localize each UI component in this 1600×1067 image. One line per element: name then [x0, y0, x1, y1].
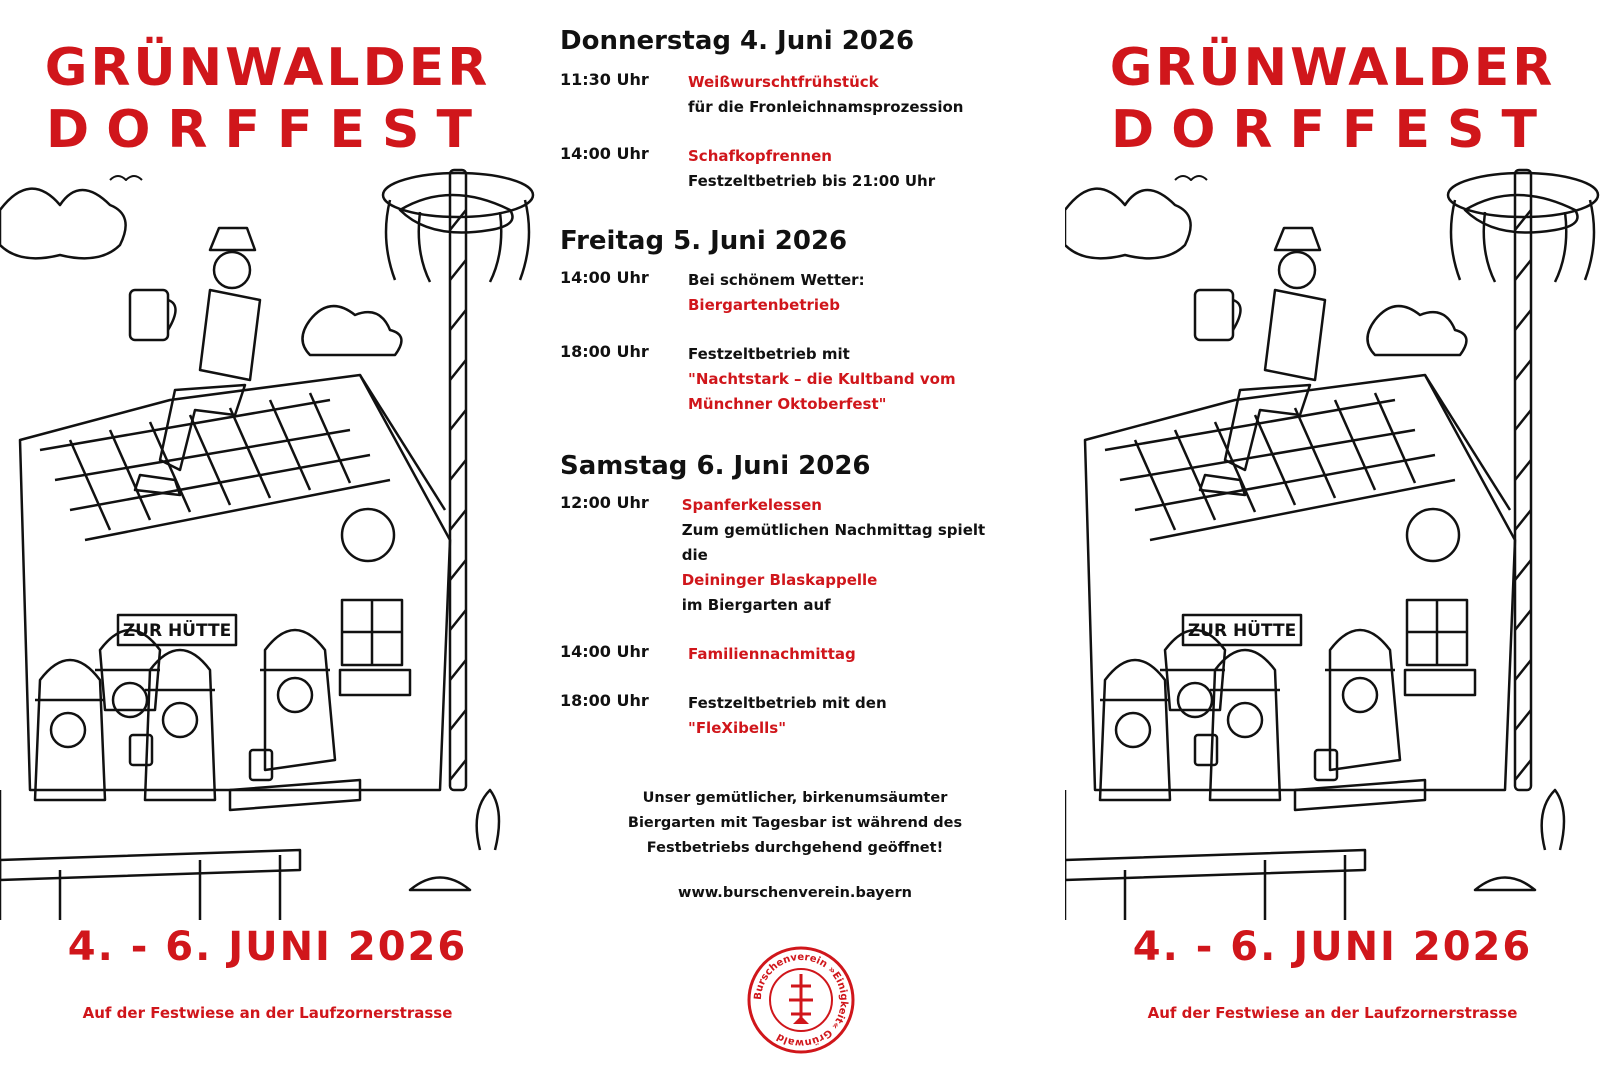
note-line: Biergarten mit Tagesbar ist während des: [627, 815, 963, 831]
event-detail: im Biergarten auf: [681, 596, 831, 614]
festival-illustration: [1065, 150, 1600, 920]
event-row: [560, 691, 1000, 741]
seal-text: Burschenverein »Einigkeit« Grünwald: [752, 951, 850, 1049]
hut-sign-text: ZUR HÜTTE: [122, 621, 232, 641]
event-row: [560, 342, 1000, 417]
program-schedule: [560, 26, 1000, 741]
event-title: Schafkopfrennen: [688, 147, 832, 165]
day-heading: Freitag 5. Juni 2026: [560, 226, 848, 256]
poster-venue: Auf der Festwiese an der Laufzornerstrasse: [1147, 1004, 1518, 1022]
website-url: www.burschenverein.bayern: [678, 885, 912, 901]
event-detail: für die Fronleichnamsprozession: [688, 98, 964, 116]
event-time: 18:00 Uhr: [560, 691, 649, 710]
event-time: 14:00 Uhr: [560, 642, 649, 661]
event-row: [560, 144, 1000, 194]
event-detail: Festzeltbetrieb bis 21:00 Uhr: [688, 172, 936, 190]
event-title: Deininger Blaskappelle: [681, 571, 878, 589]
day-heading: Samstag 6. Juni 2026: [560, 451, 871, 481]
event-detail: Bei schönem Wetter:: [688, 271, 865, 289]
event-detail: Festzeltbetrieb mit: [688, 345, 850, 363]
day-saturday: [560, 451, 1000, 741]
event-row: [560, 493, 1000, 618]
event-title: "Nachtstark – die Kultband vom: [688, 370, 956, 388]
event-time: 18:00 Uhr: [560, 342, 649, 361]
day-friday: [560, 226, 1000, 417]
poster-title-line1: GRÜNWALDER: [44, 38, 491, 98]
poster-title-line2: DORFFEST: [1111, 100, 1554, 160]
event-title: Münchner Oktoberfest": [688, 395, 887, 413]
event-time: 14:00 Uhr: [560, 268, 649, 287]
event-row: [560, 268, 1000, 318]
hut-sign-text: ZUR HÜTTE: [1187, 621, 1297, 641]
event-title: Familiennachmittag: [688, 645, 856, 663]
event-row: [560, 70, 1000, 120]
poster-right: [1065, 0, 1600, 1067]
festival-illustration: [0, 150, 535, 920]
event-title: "FleXibells": [688, 719, 787, 737]
poster-dates: 4. - 6. JUNI 2026: [67, 924, 468, 970]
event-title: Biergartenbetrieb: [688, 296, 840, 314]
poster-left: [0, 0, 535, 1067]
poster-venue: Auf der Festwiese an der Laufzornerstrasse: [82, 1004, 453, 1022]
event-detail: Zum gemütlichen Nachmittag spielt die: [681, 521, 986, 564]
poster-title-line1: GRÜNWALDER: [1109, 38, 1556, 98]
day-heading: Donnerstag 4. Juni 2026: [560, 26, 915, 56]
day-thursday: [560, 26, 1000, 194]
event-time: 14:00 Uhr: [560, 144, 649, 163]
beer-garden-note: [595, 786, 995, 861]
event-title: Spanferkelessen: [681, 496, 822, 514]
event-time: 12:00 Uhr: [560, 493, 649, 512]
poster-dates: 4. - 6. JUNI 2026: [1132, 924, 1533, 970]
event-row: [560, 642, 1000, 667]
event-detail: Festzeltbetrieb mit den: [688, 694, 887, 712]
event-time: 11:30 Uhr: [560, 70, 649, 89]
event-title: Weißwurschtfrühstück: [688, 73, 879, 91]
poster-title-line2: DORFFEST: [46, 100, 489, 160]
note-line: Unser gemütlicher, birkenumsäumter: [642, 790, 948, 806]
note-line: Festbetriebs durchgehend geöffnet!: [646, 840, 944, 856]
club-seal-logo: [745, 944, 857, 1056]
